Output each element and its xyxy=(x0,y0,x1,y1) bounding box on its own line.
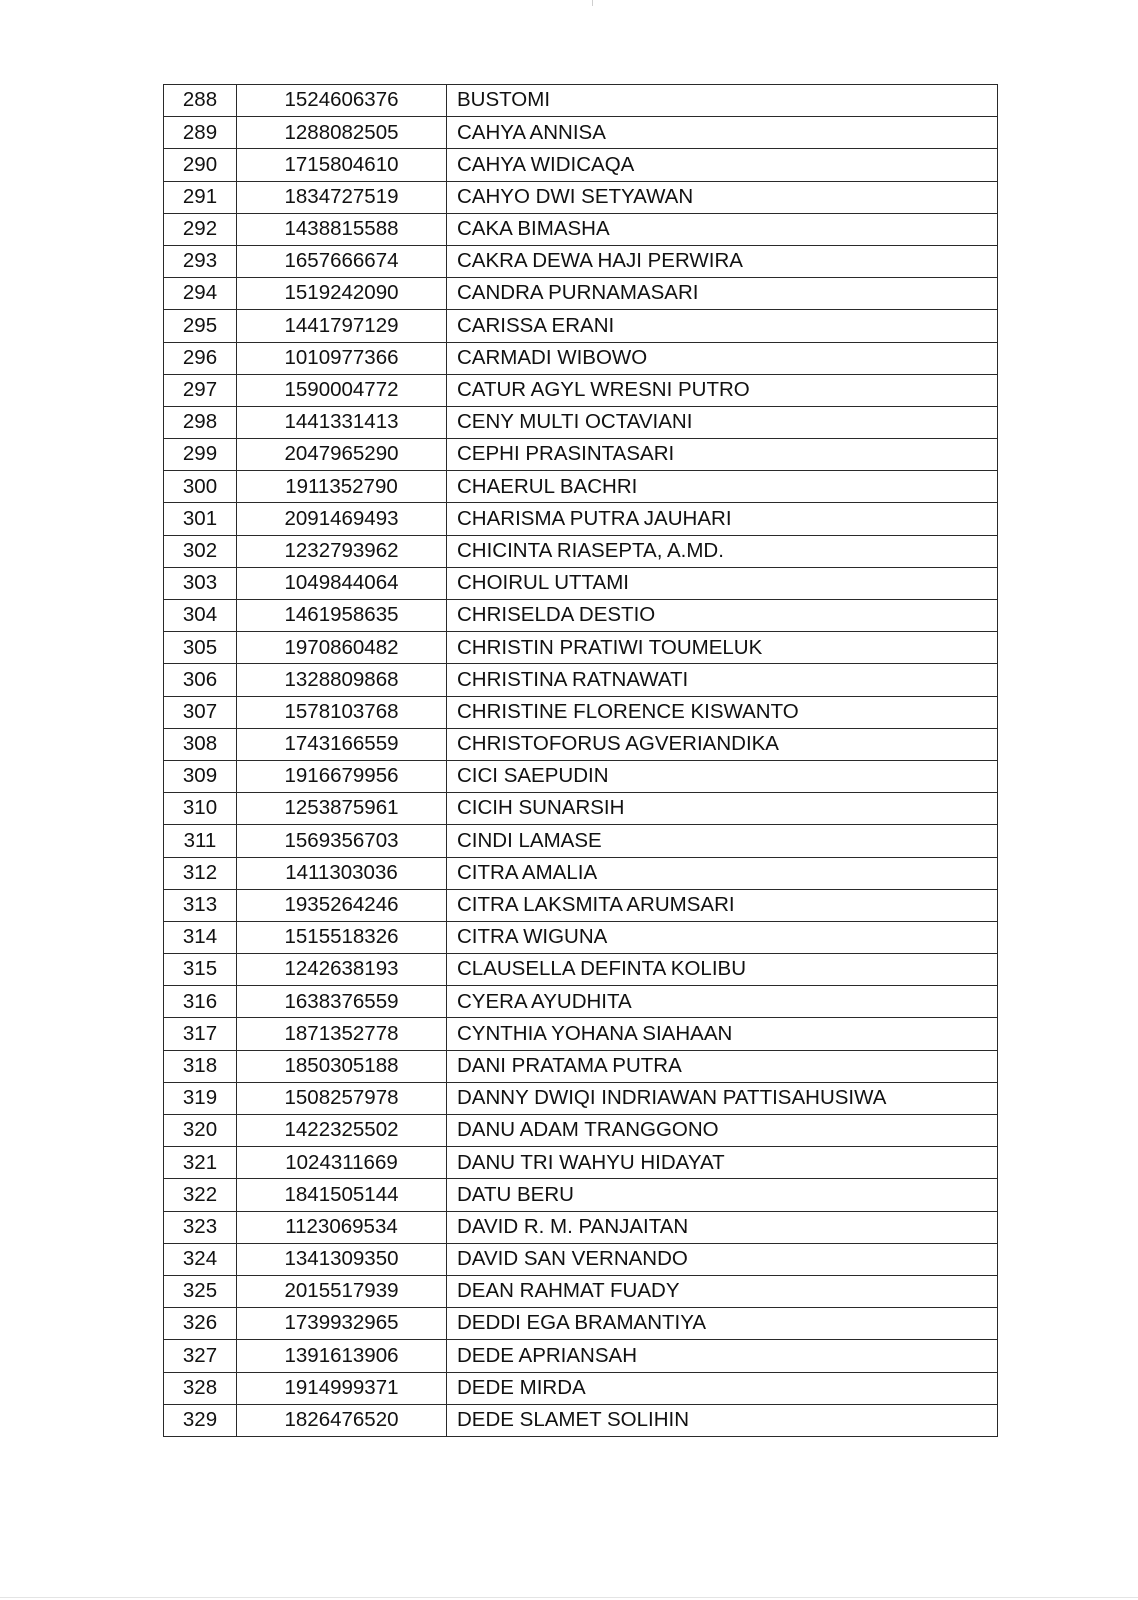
registration-number: 1578103768 xyxy=(237,696,447,728)
participant-name: DANNY DWIQI INDRIAWAN PATTISAHUSIWA xyxy=(447,1082,998,1114)
row-number: 325 xyxy=(164,1275,237,1307)
participant-name: CHRISTINE FLORENCE KISWANTO xyxy=(447,696,998,728)
scan-artifact-top xyxy=(592,0,593,6)
participant-name: CYERA AYUDHITA xyxy=(447,986,998,1018)
row-number: 291 xyxy=(164,181,237,213)
table-row xyxy=(164,921,998,953)
row-number: 326 xyxy=(164,1308,237,1340)
row-number: 318 xyxy=(164,1050,237,1082)
table-row xyxy=(164,181,998,213)
row-number: 293 xyxy=(164,245,237,277)
row-number: 299 xyxy=(164,439,237,471)
participant-name: CHRISTOFORUS AGVERIANDIKA xyxy=(447,728,998,760)
registration-number: 1935264246 xyxy=(237,889,447,921)
table-row xyxy=(164,825,998,857)
participant-name: CHOIRUL UTTAMI xyxy=(447,567,998,599)
table-row xyxy=(164,728,998,760)
table-row xyxy=(164,149,998,181)
row-number: 290 xyxy=(164,149,237,181)
table-row xyxy=(164,954,998,986)
participant-name: CITRA AMALIA xyxy=(447,857,998,889)
participant-name: DAVID SAN VERNANDO xyxy=(447,1243,998,1275)
row-number: 294 xyxy=(164,278,237,310)
table-row xyxy=(164,374,998,406)
row-number: 297 xyxy=(164,374,237,406)
row-number: 305 xyxy=(164,632,237,664)
participant-name: CATUR AGYL WRESNI PUTRO xyxy=(447,374,998,406)
table-row xyxy=(164,567,998,599)
registration-number: 1253875961 xyxy=(237,793,447,825)
registration-number: 2015517939 xyxy=(237,1275,447,1307)
registration-number: 1010977366 xyxy=(237,342,447,374)
row-number: 306 xyxy=(164,664,237,696)
row-number: 288 xyxy=(164,85,237,117)
participant-name: CAHYA WIDICAQA xyxy=(447,149,998,181)
row-number: 301 xyxy=(164,503,237,535)
participant-name: CITRA WIGUNA xyxy=(447,921,998,953)
registration-number: 1242638193 xyxy=(237,954,447,986)
registration-number: 1024311669 xyxy=(237,1147,447,1179)
registration-number: 1438815588 xyxy=(237,213,447,245)
table-row xyxy=(164,1340,998,1372)
table-row xyxy=(164,1404,998,1436)
row-number: 308 xyxy=(164,728,237,760)
row-number: 322 xyxy=(164,1179,237,1211)
roster-table xyxy=(163,84,998,1437)
registration-number: 1916679956 xyxy=(237,760,447,792)
row-number: 321 xyxy=(164,1147,237,1179)
row-number: 304 xyxy=(164,600,237,632)
row-number: 303 xyxy=(164,567,237,599)
row-number: 302 xyxy=(164,535,237,567)
table-row xyxy=(164,471,998,503)
registration-number: 1508257978 xyxy=(237,1082,447,1114)
row-number: 328 xyxy=(164,1372,237,1404)
table-row xyxy=(164,278,998,310)
registration-number: 1850305188 xyxy=(237,1050,447,1082)
row-number: 317 xyxy=(164,1018,237,1050)
registration-number: 1715804610 xyxy=(237,149,447,181)
registration-number: 1411303036 xyxy=(237,857,447,889)
registration-number: 1515518326 xyxy=(237,921,447,953)
participant-name: DANU ADAM TRANGGONO xyxy=(447,1115,998,1147)
table-row xyxy=(164,986,998,1018)
registration-number: 1328809868 xyxy=(237,664,447,696)
row-number: 312 xyxy=(164,857,237,889)
table-row xyxy=(164,632,998,664)
participant-name: DATU BERU xyxy=(447,1179,998,1211)
table-row xyxy=(164,406,998,438)
registration-number: 1657666674 xyxy=(237,245,447,277)
registration-number: 1826476520 xyxy=(237,1404,447,1436)
table-row xyxy=(164,600,998,632)
row-number: 319 xyxy=(164,1082,237,1114)
table-row xyxy=(164,1243,998,1275)
participant-name: CAKRA DEWA HAJI PERWIRA xyxy=(447,245,998,277)
table-row xyxy=(164,310,998,342)
participant-name: CHICINTA RIASEPTA, A.MD. xyxy=(447,535,998,567)
table-row xyxy=(164,1050,998,1082)
participant-name: CARMADI WIBOWO xyxy=(447,342,998,374)
table-row xyxy=(164,857,998,889)
participant-name: CLAUSELLA DEFINTA KOLIBU xyxy=(447,954,998,986)
table-row xyxy=(164,664,998,696)
table-row xyxy=(164,535,998,567)
registration-number: 1288082505 xyxy=(237,117,447,149)
table-row xyxy=(164,1115,998,1147)
registration-number: 2047965290 xyxy=(237,439,447,471)
table-row xyxy=(164,1211,998,1243)
row-number: 309 xyxy=(164,760,237,792)
registration-number: 1123069534 xyxy=(237,1211,447,1243)
participant-name: CICI SAEPUDIN xyxy=(447,760,998,792)
registration-number: 1638376559 xyxy=(237,986,447,1018)
registration-number: 1441331413 xyxy=(237,406,447,438)
row-number: 296 xyxy=(164,342,237,374)
registration-number: 1743166559 xyxy=(237,728,447,760)
registration-number: 1341309350 xyxy=(237,1243,447,1275)
participant-name: CHRISELDA DESTIO xyxy=(447,600,998,632)
registration-number: 1590004772 xyxy=(237,374,447,406)
table-row xyxy=(164,1179,998,1211)
registration-number: 1834727519 xyxy=(237,181,447,213)
participant-name: CAHYO DWI SETYAWAN xyxy=(447,181,998,213)
row-number: 324 xyxy=(164,1243,237,1275)
row-number: 327 xyxy=(164,1340,237,1372)
participant-name: BUSTOMI xyxy=(447,85,998,117)
table-row xyxy=(164,1082,998,1114)
table-row xyxy=(164,889,998,921)
row-number: 289 xyxy=(164,117,237,149)
table-row xyxy=(164,245,998,277)
registration-number: 1914999371 xyxy=(237,1372,447,1404)
registration-number: 1232793962 xyxy=(237,535,447,567)
participant-name: DANI PRATAMA PUTRA xyxy=(447,1050,998,1082)
row-number: 323 xyxy=(164,1211,237,1243)
registration-number: 1871352778 xyxy=(237,1018,447,1050)
participant-name: CICIH SUNARSIH xyxy=(447,793,998,825)
participant-name: CHRISTIN PRATIWI TOUMELUK xyxy=(447,632,998,664)
roster-body xyxy=(164,85,998,1437)
participant-name: CHAERUL BACHRI xyxy=(447,471,998,503)
participant-name: CYNTHIA YOHANA SIAHAAN xyxy=(447,1018,998,1050)
registration-number: 1422325502 xyxy=(237,1115,447,1147)
registration-number: 1739932965 xyxy=(237,1308,447,1340)
table-row xyxy=(164,1308,998,1340)
table-row xyxy=(164,696,998,728)
row-number: 320 xyxy=(164,1115,237,1147)
registration-number: 1911352790 xyxy=(237,471,447,503)
row-number: 313 xyxy=(164,889,237,921)
table-row xyxy=(164,793,998,825)
participant-name: DEAN RAHMAT FUADY xyxy=(447,1275,998,1307)
registration-number: 1049844064 xyxy=(237,567,447,599)
table-row xyxy=(164,1147,998,1179)
row-number: 316 xyxy=(164,986,237,1018)
registration-number: 1461958635 xyxy=(237,600,447,632)
table-row xyxy=(164,213,998,245)
participant-name: CENY MULTI OCTAVIANI xyxy=(447,406,998,438)
participant-name: CINDI LAMASE xyxy=(447,825,998,857)
row-number: 310 xyxy=(164,793,237,825)
registration-number: 1569356703 xyxy=(237,825,447,857)
registration-number: 1841505144 xyxy=(237,1179,447,1211)
row-number: 329 xyxy=(164,1404,237,1436)
participant-name: CAKA BIMASHA xyxy=(447,213,998,245)
participant-name: CHRISTINA RATNAWATI xyxy=(447,664,998,696)
participant-name: CHARISMA PUTRA JAUHARI xyxy=(447,503,998,535)
registration-number: 2091469493 xyxy=(237,503,447,535)
table-row xyxy=(164,1275,998,1307)
row-number: 314 xyxy=(164,921,237,953)
scan-artifact-bottom xyxy=(0,1597,1138,1598)
row-number: 292 xyxy=(164,213,237,245)
registration-number: 1391613906 xyxy=(237,1340,447,1372)
participant-name: CEPHI PRASINTASARI xyxy=(447,439,998,471)
row-number: 298 xyxy=(164,406,237,438)
table-row xyxy=(164,1372,998,1404)
participant-name: DEDE APRIANSAH xyxy=(447,1340,998,1372)
table-row xyxy=(164,760,998,792)
registration-number: 1970860482 xyxy=(237,632,447,664)
row-number: 311 xyxy=(164,825,237,857)
registration-number: 1441797129 xyxy=(237,310,447,342)
table-row xyxy=(164,342,998,374)
participant-name: CARISSA ERANI xyxy=(447,310,998,342)
registration-number: 1519242090 xyxy=(237,278,447,310)
registration-number: 1524606376 xyxy=(237,85,447,117)
table-row xyxy=(164,503,998,535)
participant-name: DEDDI EGA BRAMANTIYA xyxy=(447,1308,998,1340)
row-number: 307 xyxy=(164,696,237,728)
row-number: 315 xyxy=(164,954,237,986)
participant-name: DANU TRI WAHYU HIDAYAT xyxy=(447,1147,998,1179)
table-row xyxy=(164,117,998,149)
participant-name: DEDE MIRDA xyxy=(447,1372,998,1404)
participant-name: CANDRA PURNAMASARI xyxy=(447,278,998,310)
row-number: 300 xyxy=(164,471,237,503)
participant-name: CITRA LAKSMITA ARUMSARI xyxy=(447,889,998,921)
table-row xyxy=(164,85,998,117)
participant-name: CAHYA ANNISA xyxy=(447,117,998,149)
row-number: 295 xyxy=(164,310,237,342)
table-row xyxy=(164,1018,998,1050)
participant-name: DAVID R. M. PANJAITAN xyxy=(447,1211,998,1243)
table-row xyxy=(164,439,998,471)
participant-name: DEDE SLAMET SOLIHIN xyxy=(447,1404,998,1436)
